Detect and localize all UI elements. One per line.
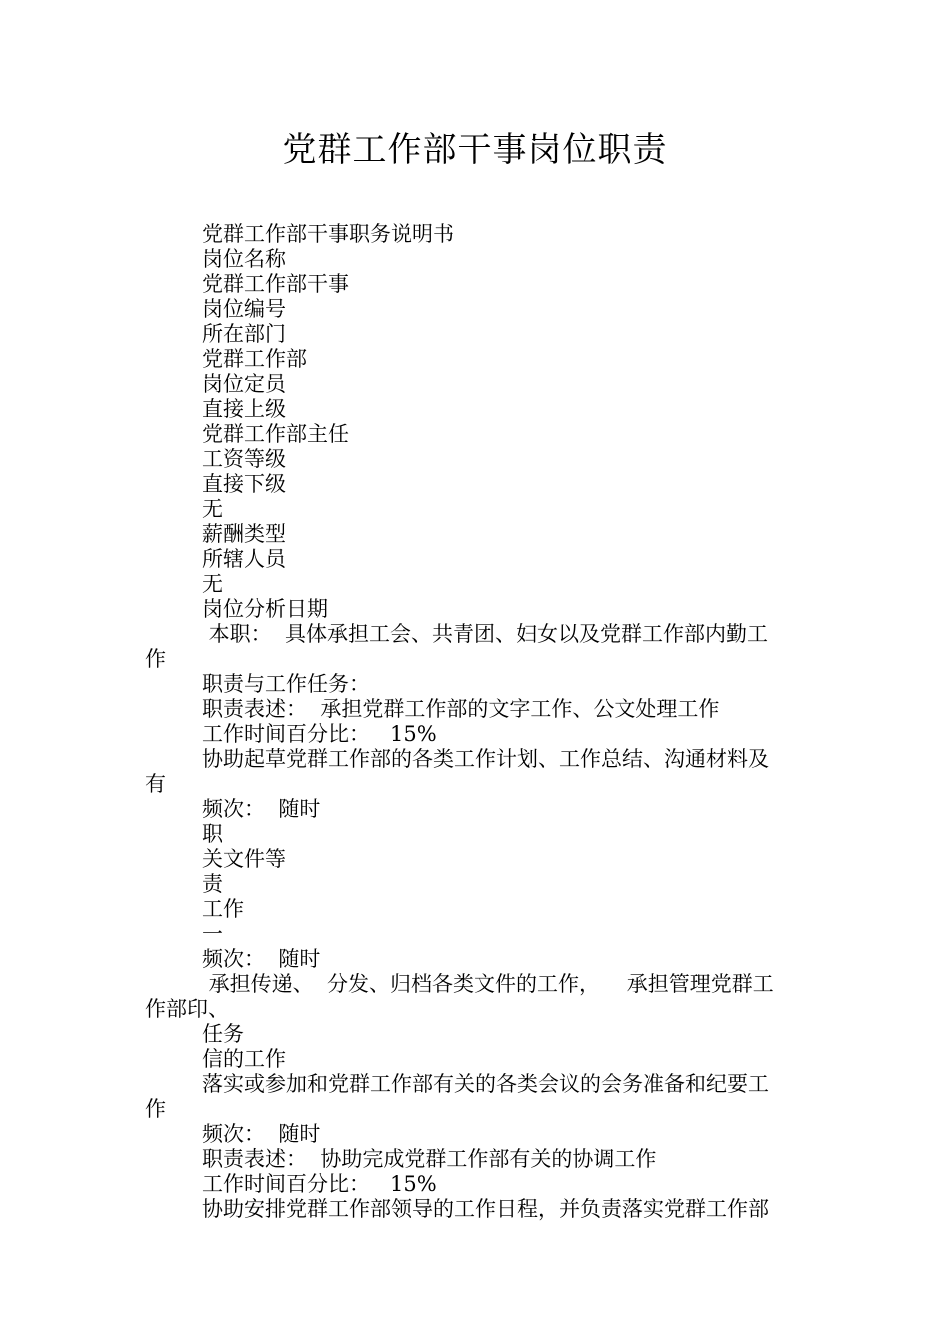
body-line: 一	[202, 922, 223, 946]
body-line: 岗位编号	[202, 297, 286, 321]
body-line: 所辖人员	[202, 547, 286, 571]
body-line: 落实或参加和党群工作部有关的各类会议的会务准备和纪要工	[202, 1072, 769, 1096]
body-line: 职责表述： 协助完成党群工作部有关的协调工作	[202, 1147, 657, 1171]
body-line: 频次： 随时	[202, 947, 321, 971]
body-line: 直接下级	[202, 472, 286, 496]
body-line: 作	[145, 647, 166, 671]
body-line: 有	[145, 772, 166, 796]
body-line: 党群工作部干事职务说明书	[202, 222, 454, 246]
body-line: 信的工作	[202, 1047, 286, 1071]
body-line: 工作	[202, 897, 244, 921]
body-line: 协助起草党群工作部的各类工作计划、工作总结、沟通材料及	[202, 747, 769, 771]
body-line: 党群工作部干事	[202, 272, 349, 296]
body-line: 党群工作部	[202, 347, 307, 371]
body-line: 职责与工作任务：	[202, 672, 370, 696]
body-line: 关文件等	[202, 847, 286, 871]
body-line: 工作时间百分比： 15%	[202, 722, 437, 746]
body-line: 本职： 具体承担工会、共青团、妇女以及党群工作部内勤工	[202, 622, 769, 646]
body-line: 职	[202, 822, 223, 846]
body-line: 责	[202, 872, 223, 896]
body-line: 无	[202, 572, 223, 596]
body-line: 职责表述： 承担党群工作部的文字工作、公文处理工作	[202, 697, 720, 721]
body-line: 任务	[202, 1022, 244, 1046]
document-body	[145, 222, 810, 1222]
body-line: 岗位定员	[202, 372, 286, 396]
body-line: 作部印、	[145, 997, 229, 1021]
body-line: 岗位名称	[202, 247, 286, 271]
body-line: 频次： 随时	[202, 1122, 321, 1146]
body-line: 频次： 随时	[202, 797, 321, 821]
body-line: 承担传递、 分发、归档各类文件的工作， 承担管理党群工	[202, 972, 774, 996]
body-line: 岗位分析日期	[202, 597, 328, 621]
body-line: 协助安排党群工作部领导的工作日程，并负责落实党群工作部	[202, 1197, 769, 1221]
body-line: 作	[145, 1097, 166, 1121]
document-title: 党群工作部干事岗位职责	[282, 130, 668, 170]
body-line: 党群工作部主任	[202, 422, 349, 446]
body-line: 工作时间百分比： 15%	[202, 1172, 437, 1196]
body-line: 工资等级	[202, 447, 286, 471]
body-line: 薪酬类型	[202, 522, 286, 546]
body-line: 无	[202, 497, 223, 521]
body-line: 所在部门	[202, 322, 286, 346]
body-line: 直接上级	[202, 397, 286, 421]
